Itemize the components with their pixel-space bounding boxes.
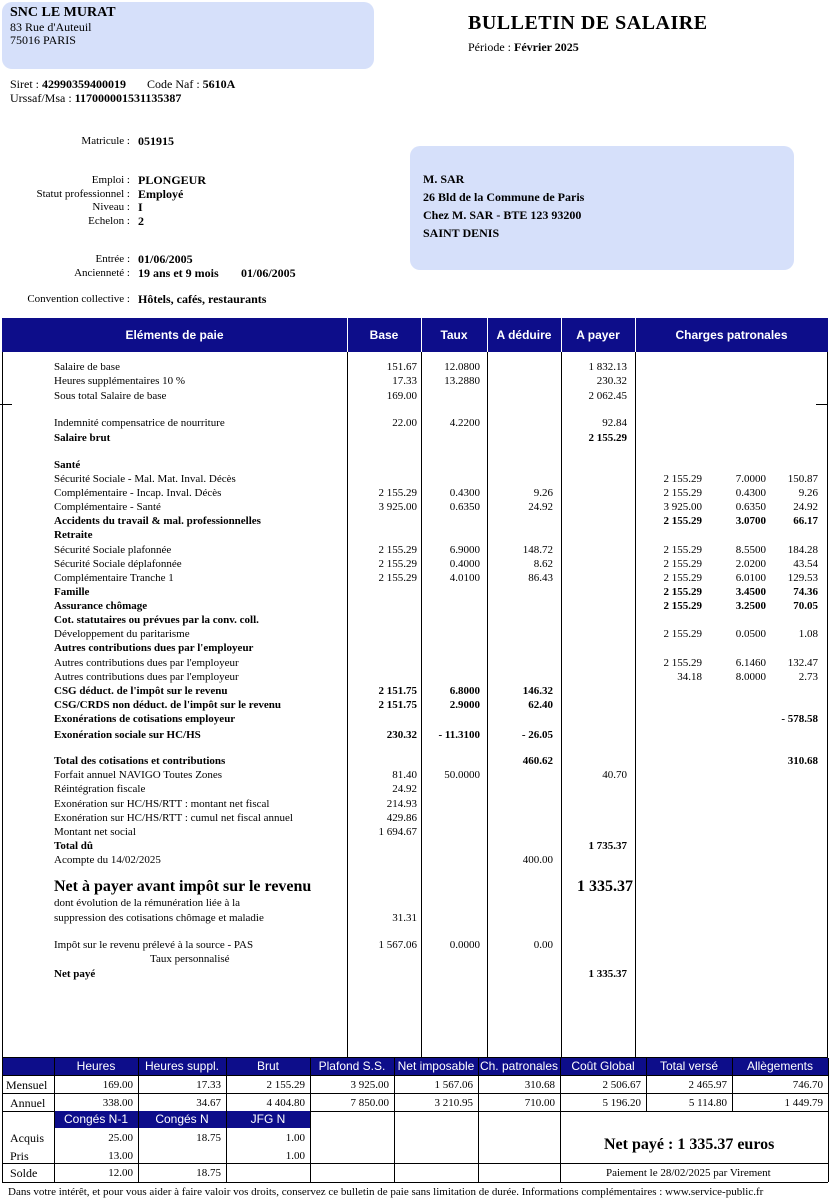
pay-row-base: 169.00 bbox=[386, 390, 417, 402]
summary-header: Heures suppl. bbox=[144, 1059, 220, 1073]
net-paye-total: Net payé : 1 335.37 euros bbox=[604, 1136, 775, 1153]
acquis-value: 1.00 bbox=[285, 1132, 305, 1144]
pay-row-label: Sécurité Sociale plafonnée bbox=[54, 544, 172, 556]
pay-row-label: dont évolution de la rémunération liée à la bbox=[54, 897, 241, 909]
annuel-value: 4 404.80 bbox=[266, 1097, 305, 1109]
pay-row-taux: 4.2200 bbox=[449, 417, 480, 429]
pay-row-label: Exonération sur HC/HS/RTT : cumul net fiscal annuel bbox=[54, 812, 293, 824]
pay-row-pm: 1.08 bbox=[798, 628, 818, 640]
pay-row-label: Heures supplémentaires 10 % bbox=[54, 375, 186, 387]
urssaf-label: Urssaf/Msa : bbox=[10, 91, 72, 105]
pay-row-pb: 2 155.29 bbox=[663, 572, 702, 584]
anciennete-date: 01/06/2005 bbox=[241, 266, 296, 280]
pay-row-taux: 4.0100 bbox=[449, 572, 480, 584]
pay-row-label: Total des cotisations et contributions bbox=[54, 755, 226, 767]
pay-row-deduire: 9.26 bbox=[533, 487, 553, 499]
pay-row-label: Autres contributions dues par l'employeur bbox=[54, 642, 254, 654]
pay-row-taux: 6.8000 bbox=[449, 685, 480, 697]
pay-row-base: 3 925.00 bbox=[378, 501, 417, 513]
grid-line bbox=[394, 1111, 395, 1182]
pay-row-pm: 310.68 bbox=[787, 755, 818, 767]
grid-line bbox=[646, 1058, 647, 1111]
siret-value: 42990359400019 bbox=[42, 77, 126, 91]
pay-row-base: 429.86 bbox=[386, 812, 417, 824]
pay-row-label: Santé bbox=[54, 459, 81, 471]
pay-row-pb: 2 155.29 bbox=[663, 515, 702, 527]
pay-row-pt: 6.1460 bbox=[735, 657, 766, 669]
pay-row-pb: 2 155.29 bbox=[663, 657, 702, 669]
annuel-value: 7 850.00 bbox=[350, 1097, 389, 1109]
pay-row-deduire: 24.92 bbox=[528, 501, 553, 513]
pay-row-pb: 2 155.29 bbox=[663, 628, 702, 640]
pay-row-label: Sous total Salaire de base bbox=[54, 390, 167, 402]
pay-row-base: 17.33 bbox=[392, 375, 417, 387]
grid-line bbox=[226, 1058, 227, 1111]
mensuel-value: 2 465.97 bbox=[688, 1079, 727, 1091]
pay-row-deduire: 8.62 bbox=[533, 558, 553, 570]
matricule-label: Matricule : bbox=[81, 135, 130, 147]
pay-row-pt: 7.0000 bbox=[735, 473, 766, 485]
pay-row-label: Développement du paritarisme bbox=[54, 628, 190, 640]
pay-row-base: 151.67 bbox=[386, 361, 417, 373]
pay-row-label: Acompte du 14/02/2025 bbox=[54, 854, 161, 866]
pay-row-pm: - 578.58 bbox=[781, 713, 818, 725]
pay-row-base: 2 155.29 bbox=[378, 487, 417, 499]
pay-row-label: Net à payer avant impôt sur le revenu bbox=[54, 878, 312, 895]
pay-row-pt: 3.2500 bbox=[735, 600, 766, 612]
acquis-value: 25.00 bbox=[108, 1132, 133, 1144]
recipient-street: 26 Bld de la Commune de Paris bbox=[423, 190, 585, 204]
pay-row-payer: 230.32 bbox=[596, 375, 627, 387]
pay-row-pb: 34.18 bbox=[677, 671, 702, 683]
pay-row-taux: 0.4000 bbox=[449, 558, 480, 570]
pay-row-pb: 2 155.29 bbox=[663, 558, 702, 570]
page-title: BULLETIN DE SALAIRE bbox=[468, 12, 708, 34]
pay-row-label: Impôt sur le revenu prélevé à la source - PAS bbox=[54, 939, 254, 951]
pay-row-taux: - 11.3100 bbox=[438, 729, 480, 741]
pay-row-taux: 13.2880 bbox=[444, 375, 480, 387]
pay-row-label: Complémentaire - Incap. Inval. Décès bbox=[54, 487, 222, 499]
pay-row-label: Cot. statutaires ou prévues par la conv. coll. bbox=[54, 614, 259, 626]
periode-value: Février 2025 bbox=[514, 40, 579, 54]
solde-label: Solde bbox=[10, 1166, 38, 1180]
summary-header: Coût Global bbox=[571, 1059, 635, 1073]
pay-row-label: Autres contributions dues par l'employeur bbox=[54, 657, 239, 669]
employer-city: 75016 PARIS bbox=[10, 33, 76, 47]
pay-row-pb: 2 155.29 bbox=[663, 473, 702, 485]
payment-info: Paiement le 28/02/2025 par Virement bbox=[606, 1167, 771, 1179]
mensuel-value: 746.70 bbox=[792, 1079, 823, 1091]
anciennete-label: Ancienneté : bbox=[74, 267, 130, 279]
annuel-value: 710.00 bbox=[524, 1097, 555, 1109]
pay-row-payer: 1 832.13 bbox=[588, 361, 627, 373]
pay-row-pm: 74.36 bbox=[793, 586, 818, 598]
pay-row-base: 81.40 bbox=[392, 769, 417, 781]
mensuel-value: 17.33 bbox=[196, 1079, 221, 1091]
conges-header: Congés N-1 bbox=[63, 1112, 129, 1126]
annuel-value: 5 114.80 bbox=[688, 1097, 727, 1109]
grid-line bbox=[310, 1058, 311, 1111]
pay-row-deduire: - 26.05 bbox=[521, 729, 553, 741]
pay-row-deduire: 62.40 bbox=[528, 699, 553, 711]
header-divider bbox=[561, 318, 562, 352]
header-divider bbox=[347, 318, 348, 352]
recipient-address bbox=[410, 146, 794, 270]
naf-value: 5610A bbox=[202, 77, 236, 91]
pay-row-deduire: 148.72 bbox=[522, 544, 553, 556]
col-base: Base bbox=[369, 328, 399, 342]
grid-line bbox=[310, 1111, 311, 1182]
annuel-value: 5 196.20 bbox=[602, 1097, 641, 1109]
emploi-value: PLONGEUR bbox=[138, 173, 207, 187]
pay-row-taux: 6.9000 bbox=[449, 544, 480, 556]
pay-row-label: Salaire de base bbox=[54, 361, 120, 373]
summary-header: Ch. patronales bbox=[479, 1059, 559, 1073]
pay-row-label: Complémentaire Tranche 1 bbox=[54, 572, 174, 584]
summary-header: Plafond S.S. bbox=[318, 1059, 386, 1073]
col-patronales: Charges patronales bbox=[675, 328, 788, 342]
pay-row-label: Réintégration fiscale bbox=[54, 783, 146, 795]
pay-row-label: Total dû bbox=[54, 840, 94, 852]
grid-line bbox=[2, 1163, 828, 1164]
grid-line bbox=[138, 1058, 139, 1111]
pay-row-base: 22.00 bbox=[392, 417, 417, 429]
summary-header: Total versé bbox=[659, 1059, 719, 1073]
pay-row-label: Salaire brut bbox=[54, 432, 111, 444]
niveau-label: Niveau : bbox=[92, 201, 130, 213]
entree-label: Entrée : bbox=[95, 253, 130, 265]
pay-row-pt: 0.6350 bbox=[735, 501, 766, 513]
echelon-value: 2 bbox=[138, 214, 144, 228]
pay-row-pm: 43.54 bbox=[793, 558, 818, 570]
pay-row-label: CSG/CRDS non déduct. de l'impôt sur le revenu bbox=[54, 699, 281, 711]
header-divider bbox=[487, 318, 488, 352]
pay-row-label: Sécurité Sociale - Mal. Mat. Inval. Décès bbox=[54, 473, 236, 485]
pay-row-pt: 0.0500 bbox=[735, 628, 766, 640]
fold-mark bbox=[816, 404, 828, 405]
pay-row-deduire: 400.00 bbox=[522, 854, 553, 866]
mensuel-label: Mensuel bbox=[6, 1078, 48, 1092]
footer-note: Dans votre intérêt, et pour vous aider à faire valoir vos droits, conservez ce bulletin de paie sans limitation de durée. Informations complémentaires : www.service-public.fr bbox=[8, 1186, 764, 1198]
echelon-label: Echelon : bbox=[88, 215, 130, 227]
pay-table-header bbox=[2, 318, 828, 352]
pay-row-label: Famille bbox=[54, 586, 90, 598]
pay-row-payer: 1 735.37 bbox=[588, 840, 627, 852]
pris-value: 1.00 bbox=[285, 1150, 305, 1162]
pay-row-pb: 2 155.29 bbox=[663, 586, 702, 598]
pay-row-label: Retraite bbox=[54, 529, 93, 541]
mensuel-value: 1 567.06 bbox=[434, 1079, 473, 1091]
col-payer: A payer bbox=[576, 328, 620, 342]
header-divider bbox=[635, 318, 636, 352]
pay-row-pt: 8.0000 bbox=[735, 671, 766, 683]
pay-row-pm: 132.47 bbox=[787, 657, 818, 669]
grid-line bbox=[560, 1111, 561, 1182]
pay-row-pm: 70.05 bbox=[793, 600, 818, 612]
pay-row-label: Exonération sociale sur HC/HS bbox=[54, 729, 201, 741]
pay-row-base: 2 151.75 bbox=[378, 685, 417, 697]
pay-row-base: 2 155.29 bbox=[378, 572, 417, 584]
pay-row-label: suppression des cotisations chômage et maladie bbox=[54, 912, 264, 924]
grid-line bbox=[2, 1058, 3, 1111]
pay-row-pm: 2.73 bbox=[798, 671, 818, 683]
pay-row-pt: 3.0700 bbox=[735, 515, 766, 527]
entree-value: 01/06/2005 bbox=[138, 252, 193, 266]
col-elements: Eléments de paie bbox=[125, 328, 224, 342]
annuel-value: 338.00 bbox=[102, 1097, 133, 1109]
pay-row-base: 1 694.67 bbox=[378, 826, 417, 838]
mensuel-value: 310.68 bbox=[524, 1079, 555, 1091]
grid-line bbox=[828, 1058, 829, 1111]
pay-row-deduire: 86.43 bbox=[528, 572, 553, 584]
summary-header: Allègements bbox=[746, 1059, 814, 1073]
fold-mark bbox=[0, 404, 12, 405]
recipient-city: SAINT DENIS bbox=[423, 226, 500, 240]
annuel-value: 1 449.79 bbox=[784, 1097, 823, 1109]
acquis-label: Acquis bbox=[10, 1131, 44, 1145]
pay-row-taux: 2.9000 bbox=[449, 699, 480, 711]
pay-row-pt: 2.0200 bbox=[735, 558, 766, 570]
grid-line bbox=[2, 1093, 828, 1094]
employer-street: 83 Rue d'Auteuil bbox=[10, 20, 92, 34]
solde-value: 12.00 bbox=[108, 1167, 133, 1179]
pay-row-label: Autres contributions dues par l'employeur bbox=[54, 671, 239, 683]
annuel-value: 3 210.95 bbox=[434, 1097, 473, 1109]
pay-row-taux: 0.6350 bbox=[449, 501, 480, 513]
grid-line bbox=[2, 1182, 828, 1183]
pay-row-label: Sécurité Sociale déplafonnée bbox=[54, 558, 182, 570]
pay-row-pm: 184.28 bbox=[787, 544, 818, 556]
pay-row-label: Exonération sur HC/HS/RTT : montant net fiscal bbox=[54, 798, 270, 810]
grid-line bbox=[394, 1058, 395, 1111]
pay-row-payer: 2 155.29 bbox=[588, 432, 627, 444]
solde-value: 18.75 bbox=[196, 1167, 221, 1179]
urssaf-value: 117000001531135387 bbox=[74, 91, 182, 105]
pay-row-taux: 50.0000 bbox=[444, 769, 480, 781]
convention-value: Hôtels, cafés, restaurants bbox=[138, 292, 267, 306]
summary-header: Net imposable bbox=[397, 1059, 475, 1073]
statut-value: Employé bbox=[138, 187, 184, 201]
pay-row-pm: 66.17 bbox=[793, 515, 818, 527]
pay-row-pb: 3 925.00 bbox=[663, 501, 702, 513]
pay-row-pt: 0.4300 bbox=[735, 487, 766, 499]
col-deduire: A déduire bbox=[496, 328, 552, 342]
annuel-value: 34.67 bbox=[196, 1097, 221, 1109]
recipient-name: M. SAR bbox=[423, 172, 465, 186]
pay-row-pm: 129.53 bbox=[787, 572, 818, 584]
conges-header: JFG N bbox=[250, 1112, 286, 1126]
pay-row-pb: 2 155.29 bbox=[663, 544, 702, 556]
grid-line bbox=[560, 1058, 561, 1111]
pay-row-label: Net payé bbox=[54, 968, 96, 980]
employer-name: SNC LE MURAT bbox=[10, 5, 116, 20]
col-taux: Taux bbox=[440, 328, 468, 342]
pay-row-label: Indemnité compensatrice de nourriture bbox=[54, 417, 225, 429]
grid-line bbox=[2, 1111, 3, 1182]
conges-header: Congés N bbox=[155, 1112, 209, 1126]
pay-row-payer: 2 062.45 bbox=[588, 390, 627, 402]
pay-row-pm: 9.26 bbox=[798, 487, 818, 499]
grid-line bbox=[54, 1058, 55, 1111]
pay-row-taux: 0.4300 bbox=[449, 487, 480, 499]
pay-row-pb: 2 155.29 bbox=[663, 600, 702, 612]
grid-line bbox=[478, 1058, 479, 1111]
summary-header: Heures bbox=[76, 1059, 116, 1073]
annuel-label: Annuel bbox=[10, 1096, 46, 1110]
pris-value: 13.00 bbox=[108, 1150, 133, 1162]
pay-row-base: 24.92 bbox=[392, 783, 417, 795]
pay-row-base: 2 155.29 bbox=[378, 558, 417, 570]
mensuel-value: 2 155.29 bbox=[266, 1079, 305, 1091]
pay-row-deduire: 146.32 bbox=[522, 685, 553, 697]
pay-row-pt: 3.4500 bbox=[735, 586, 766, 598]
pay-row-label: Montant net social bbox=[54, 826, 136, 838]
pay-row-base: 230.32 bbox=[386, 729, 417, 741]
pay-row-label: Forfait annuel NAVIGO Toutes Zones bbox=[54, 769, 223, 781]
grid-line bbox=[138, 1111, 139, 1182]
pay-row-label: CSG déduct. de l'impôt sur le revenu bbox=[54, 685, 228, 697]
grid-line bbox=[2, 1075, 828, 1076]
pay-row-pb: 2 155.29 bbox=[663, 487, 702, 499]
pay-row-label: Exonérations de cotisations employeur bbox=[54, 713, 236, 725]
pay-row-taux: 0.0000 bbox=[449, 939, 480, 951]
pay-row-base: 2 155.29 bbox=[378, 544, 417, 556]
column-divider bbox=[635, 352, 636, 1058]
statut-label: Statut professionnel : bbox=[36, 188, 130, 200]
column-divider bbox=[561, 352, 562, 1058]
pay-row-pm: 24.92 bbox=[793, 501, 818, 513]
convention-label: Convention collective : bbox=[27, 293, 130, 305]
grid-line bbox=[732, 1058, 733, 1111]
pay-row-label: Assurance chômage bbox=[54, 600, 148, 612]
pay-row-base: 214.93 bbox=[386, 798, 417, 810]
recipient-care-of: Chez M. SAR - BTE 123 93200 bbox=[423, 208, 582, 222]
pay-row-base: 31.31 bbox=[392, 912, 417, 924]
pay-row-label: Taux personnalisé bbox=[150, 953, 230, 965]
pris-label: Pris bbox=[10, 1149, 29, 1163]
mensuel-value: 3 925.00 bbox=[350, 1079, 389, 1091]
naf-label: Code Naf : bbox=[147, 77, 200, 91]
header-divider bbox=[421, 318, 422, 352]
pay-row-payer: 92.84 bbox=[602, 417, 627, 429]
summary-header: Brut bbox=[256, 1059, 279, 1073]
pay-row-base: 2 151.75 bbox=[378, 699, 417, 711]
pay-row-deduire: 0.00 bbox=[533, 939, 553, 951]
niveau-value: I bbox=[138, 200, 143, 214]
pay-row-payer: 1 335.37 bbox=[588, 968, 627, 980]
grid-line bbox=[478, 1111, 479, 1182]
grid-line bbox=[226, 1111, 227, 1182]
grid-line bbox=[828, 1111, 829, 1182]
anciennete-value: 19 ans et 9 mois bbox=[138, 266, 219, 280]
pay-row-base: 1 567.06 bbox=[378, 939, 417, 951]
grid-line bbox=[54, 1111, 55, 1182]
acquis-value: 18.75 bbox=[196, 1132, 221, 1144]
pay-row-pm: 150.87 bbox=[787, 473, 818, 485]
mensuel-value: 2 506.67 bbox=[602, 1079, 641, 1091]
pay-row-taux: 12.0800 bbox=[444, 361, 480, 373]
pay-row-pt: 6.0100 bbox=[735, 572, 766, 584]
pay-row-deduire: 460.62 bbox=[522, 755, 553, 767]
pay-row-payer: 40.70 bbox=[602, 769, 627, 781]
pay-row-pt: 8.5500 bbox=[735, 544, 766, 556]
emploi-label: Emploi : bbox=[91, 174, 130, 186]
employer-ids bbox=[10, 77, 235, 105]
periode bbox=[468, 40, 579, 55]
siret-label: Siret : bbox=[10, 77, 39, 91]
pay-row-label: Complémentaire - Santé bbox=[54, 501, 161, 513]
employer-box bbox=[2, 2, 374, 69]
pay-row-label: Accidents du travail & mal. professionnelles bbox=[54, 515, 261, 527]
mensuel-value: 169.00 bbox=[102, 1079, 133, 1091]
matricule-value: 051915 bbox=[138, 134, 174, 148]
pay-row-payer: 1 335.37 bbox=[577, 878, 633, 895]
periode-label: Période : bbox=[468, 40, 511, 54]
